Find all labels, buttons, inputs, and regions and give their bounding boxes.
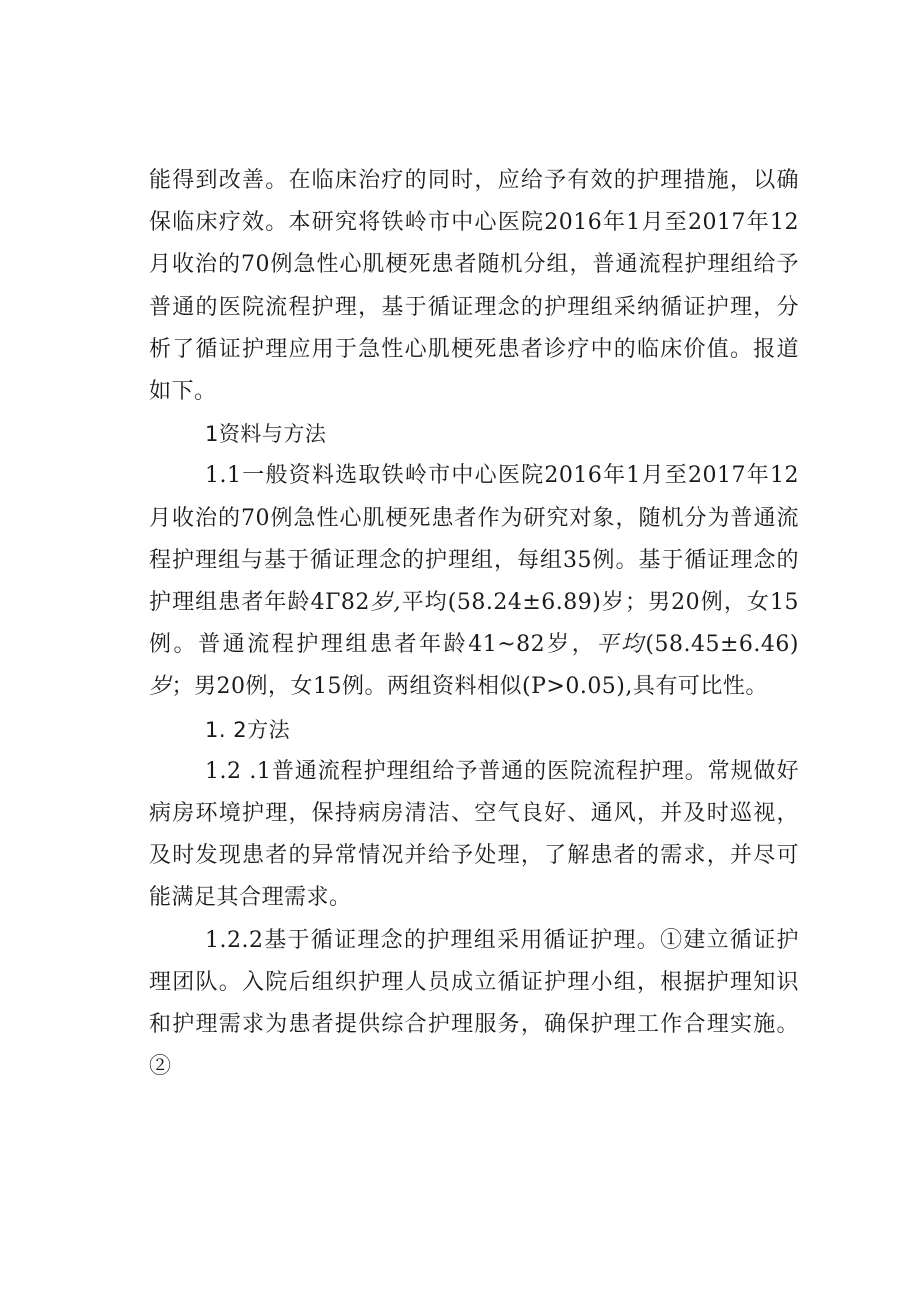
general-data-text-c: 平均(58.24±6.89)岁；男20例，女15例。普通流程护理组患者年龄41~82岁，: [149, 590, 799, 658]
general-data-text-d: 平均: [596, 632, 646, 658]
section-heading-1: 1资料与方法: [205, 422, 327, 447]
general-data-text-f: 岁: [149, 674, 172, 700]
general-data-text-g: ；男20例，女15例。两组资料相似(P>0.05),具有可比性。: [171, 674, 768, 700]
body-text: [149, 160, 799, 1088]
method-1-paragraph: 1.2 .1普通流程护理组给予普通的医院流程护理。常规做好病房环境护理，保持病房清洁、空气良好、通风，并及时巡视，及时发现患者的异常情况并给予处理，了解患者的需求，并尽可能满足其合理需求。: [149, 758, 799, 911]
general-data-text-e: (58.45±6.46): [645, 632, 799, 658]
general-data-paragraph: [149, 455, 799, 708]
general-data-text-b: 岁,: [369, 590, 402, 616]
intro-paragraph: 能得到改善。在临床治疗的同时，应给予有效的护理措施，以确保临床疗效。本研究将铁岭市中心医院2016年1月至2017年12月收治的70例急性心肌梗死患者随机分组，普通流程护理组给予普通的医院流程护理，基于循证理念的护理组采纳循证护理，分析了循证护理应用于急性心肌梗死患者诊疗中的临床价值。报道如下。: [149, 168, 799, 405]
method-2-paragraph: 1.2.2基于循证理念的护理组采用循证护理。①建立循证护理团队。入院后组织护理人员成立循证护理小组，根据护理知识和护理需求为患者提供综合护理服务，确保护理工作合理实施。②: [149, 927, 799, 1080]
section-heading-2: 1. 2方法: [205, 717, 291, 742]
general-data-text-a: 1.1一般资料选取铁岭市中心医院2016年1月至2017年12月收治的70例急性心肌梗死患者作为研究对象，随机分为普通流程护理组与基于循证理念的护理组，每组35例。基于循证理念的护理组患者年龄4Γ82: [149, 463, 799, 616]
